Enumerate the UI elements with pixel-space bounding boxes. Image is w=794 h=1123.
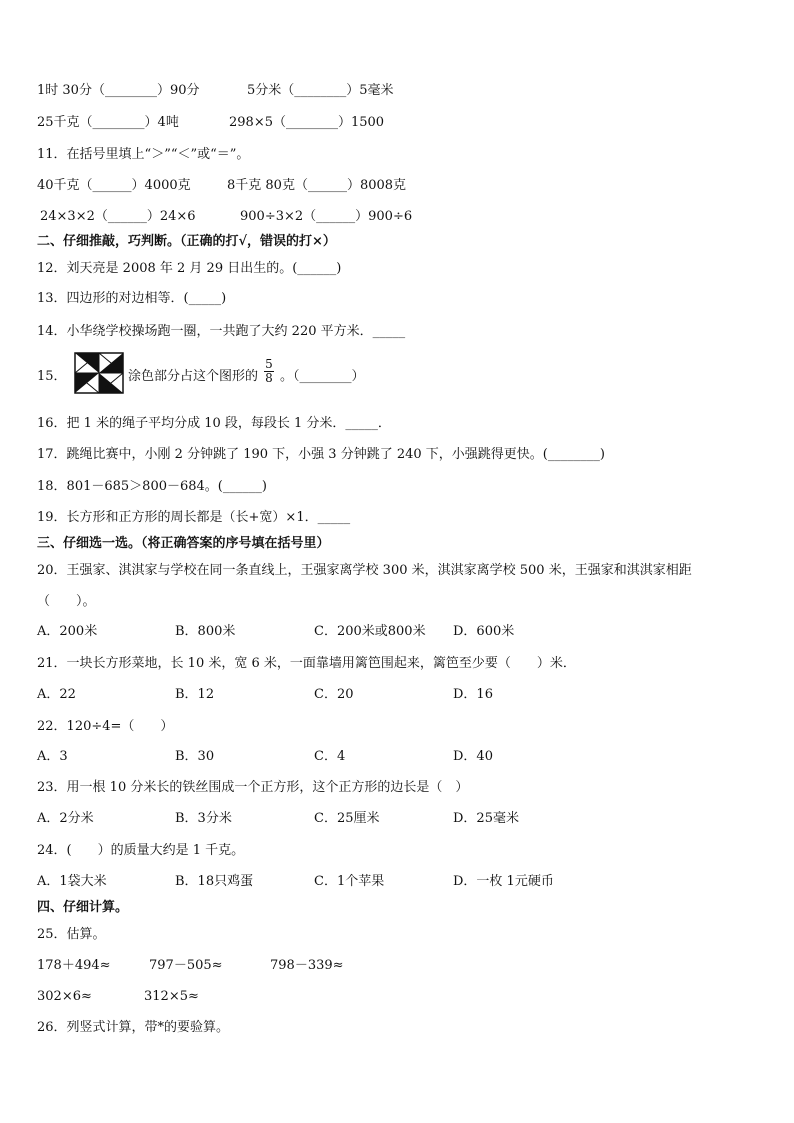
question-20-blank: （ ）。 <box>37 594 96 609</box>
option-c: C．4 <box>314 749 346 764</box>
question-12: 12．刘天亮是 2008 年 2 月 29 日出生的。(______) <box>37 261 342 276</box>
question-13: 13．四边形的对边相等．(_____) <box>37 291 227 306</box>
compare-item: 24×3×2（______）24×6 <box>40 209 196 224</box>
question-11: 11．在括号里填上“＞”“＜”或“＝”。 <box>37 147 250 162</box>
question-22: 22．120÷4=（ ） <box>37 719 174 734</box>
compare-item: 1时 30分（________）90分 <box>37 83 200 98</box>
option-d: D．600米 <box>453 624 515 639</box>
option-b: B．3分米 <box>175 811 232 826</box>
fraction-denominator: 8 <box>265 371 273 385</box>
option-a: A．2分米 <box>37 811 94 826</box>
option-b: B．18只鸡蛋 <box>175 874 254 889</box>
option-c: C．25厘米 <box>314 811 380 826</box>
question-15-tail: 。（________） <box>279 369 365 384</box>
question-15-number: 15． <box>37 369 67 384</box>
section-4-heading: 四、仔细计算。 <box>37 900 129 915</box>
question-26: 26．列竖式计算，带*的要验算。 <box>37 1020 230 1035</box>
option-a: A．1袋大米 <box>37 874 107 889</box>
option-d: D．一枚 1元硬币 <box>453 874 554 889</box>
compare-item: 40千克（______）4000克 <box>37 178 191 193</box>
question-14: 14．小华绕学校操场跑一圈，一共跑了大约 220 平方米．_____ <box>37 324 406 339</box>
option-d: D．16 <box>453 687 493 702</box>
section-2-heading: 二、仔细推敲，巧判断。（正确的打√，错误的打×） <box>37 234 336 249</box>
option-d: D．40 <box>453 749 493 764</box>
question-15-text <box>128 357 365 386</box>
fraction-numerator: 5 <box>265 357 273 371</box>
question-18: 18．801－685＞800－684。(______) <box>37 479 267 494</box>
option-b: B．800米 <box>175 624 236 639</box>
question-16: 16．把 1 米的绳子平均分成 10 段，每段长 1 分米．_____． <box>37 416 391 431</box>
question-21: 21．一块长方形菜地，长 10 米，宽 6 米，一面靠墙用篱笆围起来，篱笆至少要（ ）米． <box>37 656 576 671</box>
estimate-item: 797－505≈ <box>149 958 223 973</box>
shaded-square-figure <box>74 352 124 394</box>
option-c: C．20 <box>314 687 354 702</box>
estimate-item: 312×5≈ <box>144 989 199 1004</box>
question-15-label: 涂色部分占这个图形的 <box>128 369 259 384</box>
compare-item: 900÷3×2（______）900÷6 <box>240 209 413 224</box>
question-24: 24．( ）的质量大约是 1 千克。 <box>37 843 245 858</box>
estimate-item: 302×6≈ <box>37 989 92 1004</box>
option-a: A．3 <box>37 749 68 764</box>
option-b: B．30 <box>175 749 215 764</box>
question-25: 25．估算。 <box>37 927 106 942</box>
option-a: A．200米 <box>37 624 98 639</box>
estimate-item: 178＋494≈ <box>37 958 111 973</box>
question-23: 23．用一根 10 分米长的铁丝围成一个正方形，这个正方形的边长是（ ） <box>37 780 469 795</box>
compare-item: 5分米（________）5毫米 <box>247 83 394 98</box>
option-a: A．22 <box>37 687 76 702</box>
option-c: C．1个苹果 <box>314 874 385 889</box>
option-d: D．25毫米 <box>453 811 519 826</box>
question-17: 17．跳绳比赛中，小刚 2 分钟跳了 190 下，小强 3 分钟跳了 240 下，小强跳得更快。(________) <box>37 447 605 462</box>
question-20: 20．王强家、淇淇家与学校在同一条直线上，王强家离学校 300 米，淇淇家离学校 500 米，王强家和淇淇家相距 <box>37 563 692 578</box>
compare-item: 25千克（________）4吨 <box>37 115 179 130</box>
estimate-item: 798－339≈ <box>270 958 344 973</box>
section-3-heading: 三、仔细选一选。（将正确答案的序号填在括号里） <box>37 536 330 551</box>
compare-item: 298×5（________）1500 <box>229 115 385 130</box>
fraction <box>264 358 274 385</box>
question-19: 19．长方形和正方形的周长都是（长+宽）×1．_____ <box>37 510 351 525</box>
option-b: B．12 <box>175 687 215 702</box>
option-c: C．200米或800米 <box>314 624 426 639</box>
compare-item: 8千克 80克（______）8008克 <box>227 178 407 193</box>
